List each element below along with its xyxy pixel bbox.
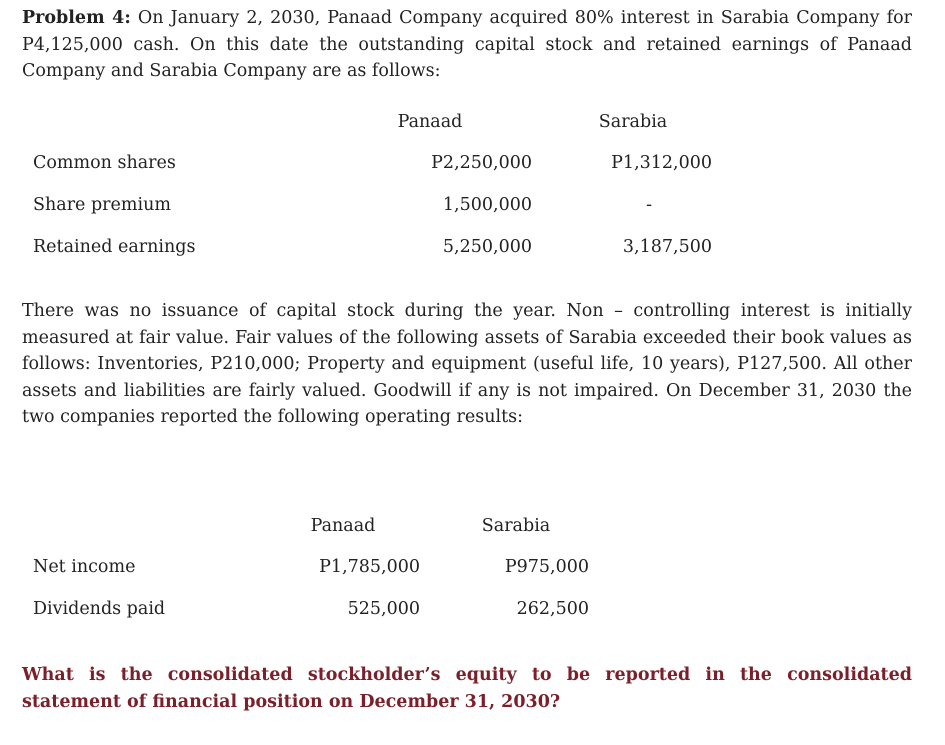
problem-intro bbox=[22, 5, 912, 85]
equity-header-panaad: Panaad bbox=[397, 112, 463, 132]
equity-row-panaad: 5,250,000 bbox=[442, 237, 532, 257]
question-text: What is the consolidated stockholder’s equity to be reported in the consolidated statement of financial position on December 31, 2030? bbox=[22, 665, 912, 712]
results-row-panaad: P1,785,000 bbox=[319, 557, 420, 577]
equity-row-label: Common shares bbox=[33, 153, 176, 173]
equity-row-sarabia: - bbox=[646, 195, 652, 215]
equity-row-label: Share premium bbox=[33, 195, 171, 215]
equity-row-sarabia: 3,187,500 bbox=[622, 237, 712, 257]
problem-details: There was no issuance of capital stock during the year. Non – controlling interest is initially measured at fair value. Fair values of the following assets of Sarabia exceeded their book values as follows: Inventories, P210,000; Property and equipment (useful life, 10 years), P127,500. All other assets and liabilities are fairly valued. Goodwill if any is not impaired. On December 31, 2030 the two companies reported the following operating results: bbox=[22, 301, 912, 427]
equity-header-sarabia: Sarabia bbox=[598, 112, 668, 132]
results-row-panaad: 525,000 bbox=[347, 599, 420, 619]
problem-label: Problem 4: bbox=[22, 8, 131, 28]
results-row-sarabia: 262,500 bbox=[516, 599, 589, 619]
equity-row-panaad: P2,250,000 bbox=[431, 153, 532, 173]
results-row-sarabia: P975,000 bbox=[504, 557, 589, 577]
problem-intro-text: On January 2, 2030, Panaad Company acquired 80% interest in Sarabia Company for P4,125,000 cash. On this date the outstanding capital stock and retained earnings of Panaad Company and Sarabia Company are as follows: bbox=[22, 8, 912, 81]
results-row-label: Net income bbox=[33, 557, 136, 577]
results-header-sarabia: Sarabia bbox=[481, 516, 551, 536]
equity-row-label: Retained earnings bbox=[33, 237, 196, 257]
equity-row-panaad: 1,500,000 bbox=[442, 195, 532, 215]
results-header-panaad: Panaad bbox=[310, 516, 376, 536]
results-row-label: Dividends paid bbox=[33, 599, 166, 619]
equity-row-sarabia: P1,312,000 bbox=[611, 153, 712, 173]
